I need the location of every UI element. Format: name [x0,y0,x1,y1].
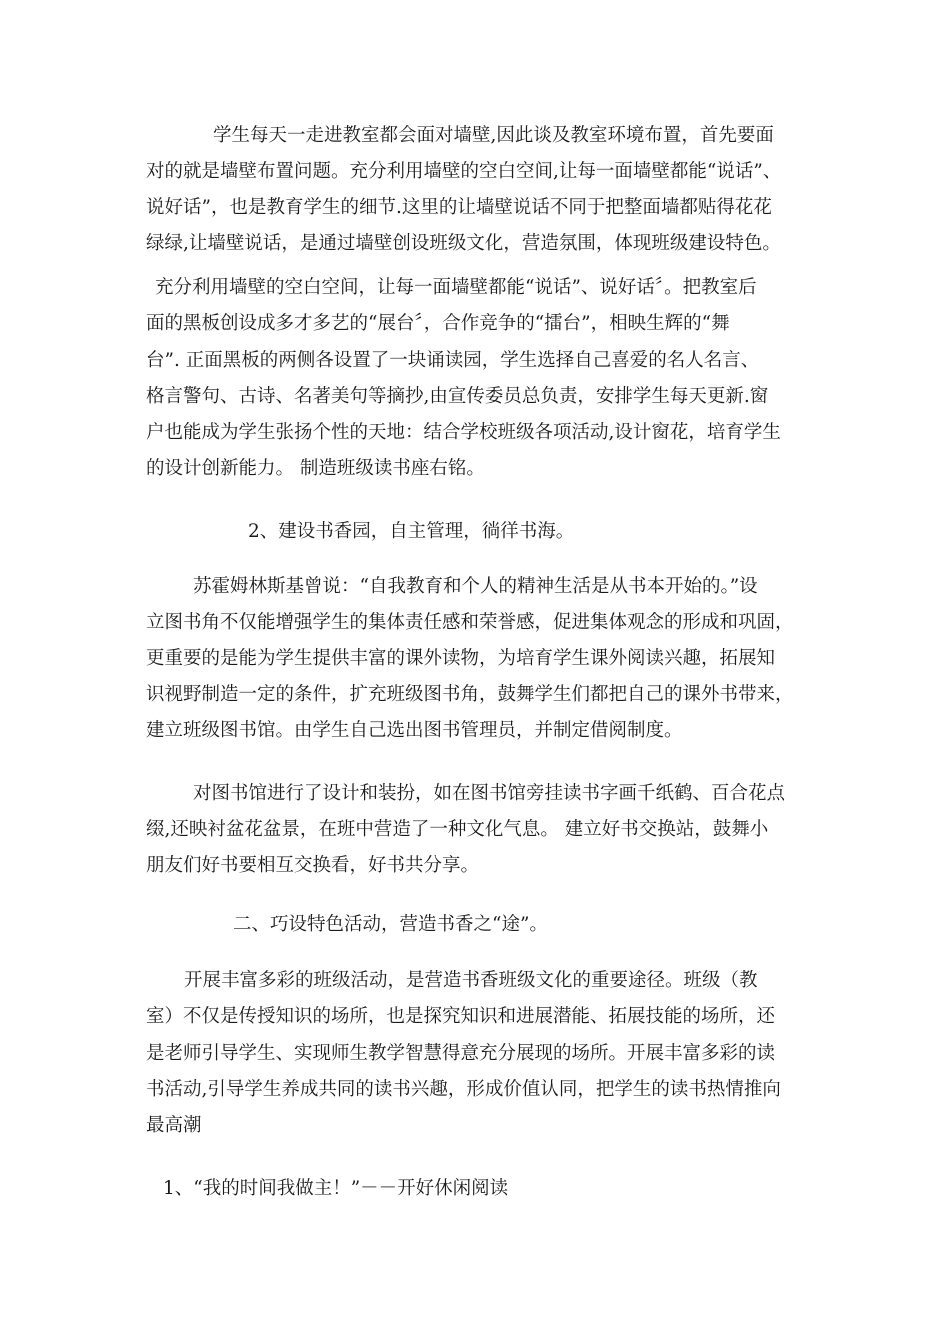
text-line: 台”. 正面黑板的两侧各设置了一块诵读园，学生选择自己喜爱的名人名言、 [146,350,760,371]
text-line: 充分利用墙壁的空白空间，让每一面墙壁都能“说话”、说好话〞。把教室后 [155,277,757,298]
text-line: 格言警句、古诗、名著美句等摘抄,由宣传委员总负责，安排学生每天更新.窗 [146,386,769,407]
text-line: 书活动,引导学生养成共同的读书兴趣，形成价值认同，把学生的读书热情推向 [146,1079,781,1100]
text-line: 更重要的是能为学生提供丰富的课外读物，为培育学生课外阅读兴趣，拓展知 [146,648,776,669]
text-line: 对的就是墙壁布置问题。充分利用墙壁的空白空间,让每一面墙壁都能“说话”、 [146,161,782,182]
text-line: 缀,还映衬盆花盆景，在班中营造了一种文化气息。 建立好书交换站，鼓舞小 [146,819,769,840]
text-line: 说好话”，也是教育学生的细节.这里的让墙壁说话不同于把整面墙都贴得花花 [146,197,772,218]
text-line: 对图书馆进行了设计和装扮，如在图书馆旁挂读书字画千纸鹤、百合花点 [193,783,786,804]
section-heading: 2、建设书香园，自主管理，徜徉书海。 [248,521,575,542]
text-line: 学生每天一走进教室都会面对墙壁,因此谈及教室环境布置，首先要面 [213,125,774,146]
text-line: 朋友们好书要相互交换看，好书共分享。 [146,855,480,876]
text-line: 室）不仅是传授知识的场所，也是探究知识和进展潜能、拓展技能的场所，还 [146,1006,776,1027]
text-line: 户也能成为学生张扬个性的天地：结合学校班级各项活动,设计窗花，培育学生 [146,422,781,443]
section-heading: 1、“我的时间我做主！”－－开好休闲阅读 [163,1178,509,1199]
text-line: 是老师引导学生、实现师生教学智慧得意充分展现的场所。开展丰富多彩的读 [146,1043,776,1064]
text-line: 面的黑板创设成多才多艺的“展台〞，合作竞争的“擂台”，相映生辉的“舞 [146,313,730,334]
text-line: 绿绿,让墙壁说话，是通过墙壁创设班级文化，营造氛围，体现班级建设特色。 [146,233,781,254]
text-line: 苏霍姆林斯基曾说：“自我教育和个人的精神生活是从书本开始的。”设 [193,576,758,597]
text-line: 的设计创新能力。 制造班级读书座右铭。 [146,458,485,479]
text-line: 识视野制造一定的条件，扩充班级图书角，鼓舞学生们都把自己的课外书带来， [146,684,794,705]
text-line: 建立班级图书馆。由学生自己选出图书管理员，并制定借阅制度。 [146,720,683,741]
text-line: 立图书角不仅能增强学生的集体责任感和荣誉感，促进集体观念的形成和巩固， [146,612,794,633]
section-heading: 二、巧设特色活动，营造书香之“途”。 [233,914,548,935]
text-line: 开展丰富多彩的班级活动，是营造书香班级文化的重要途径。班级（教 [184,970,758,991]
text-line: 最高潮 [146,1115,202,1136]
